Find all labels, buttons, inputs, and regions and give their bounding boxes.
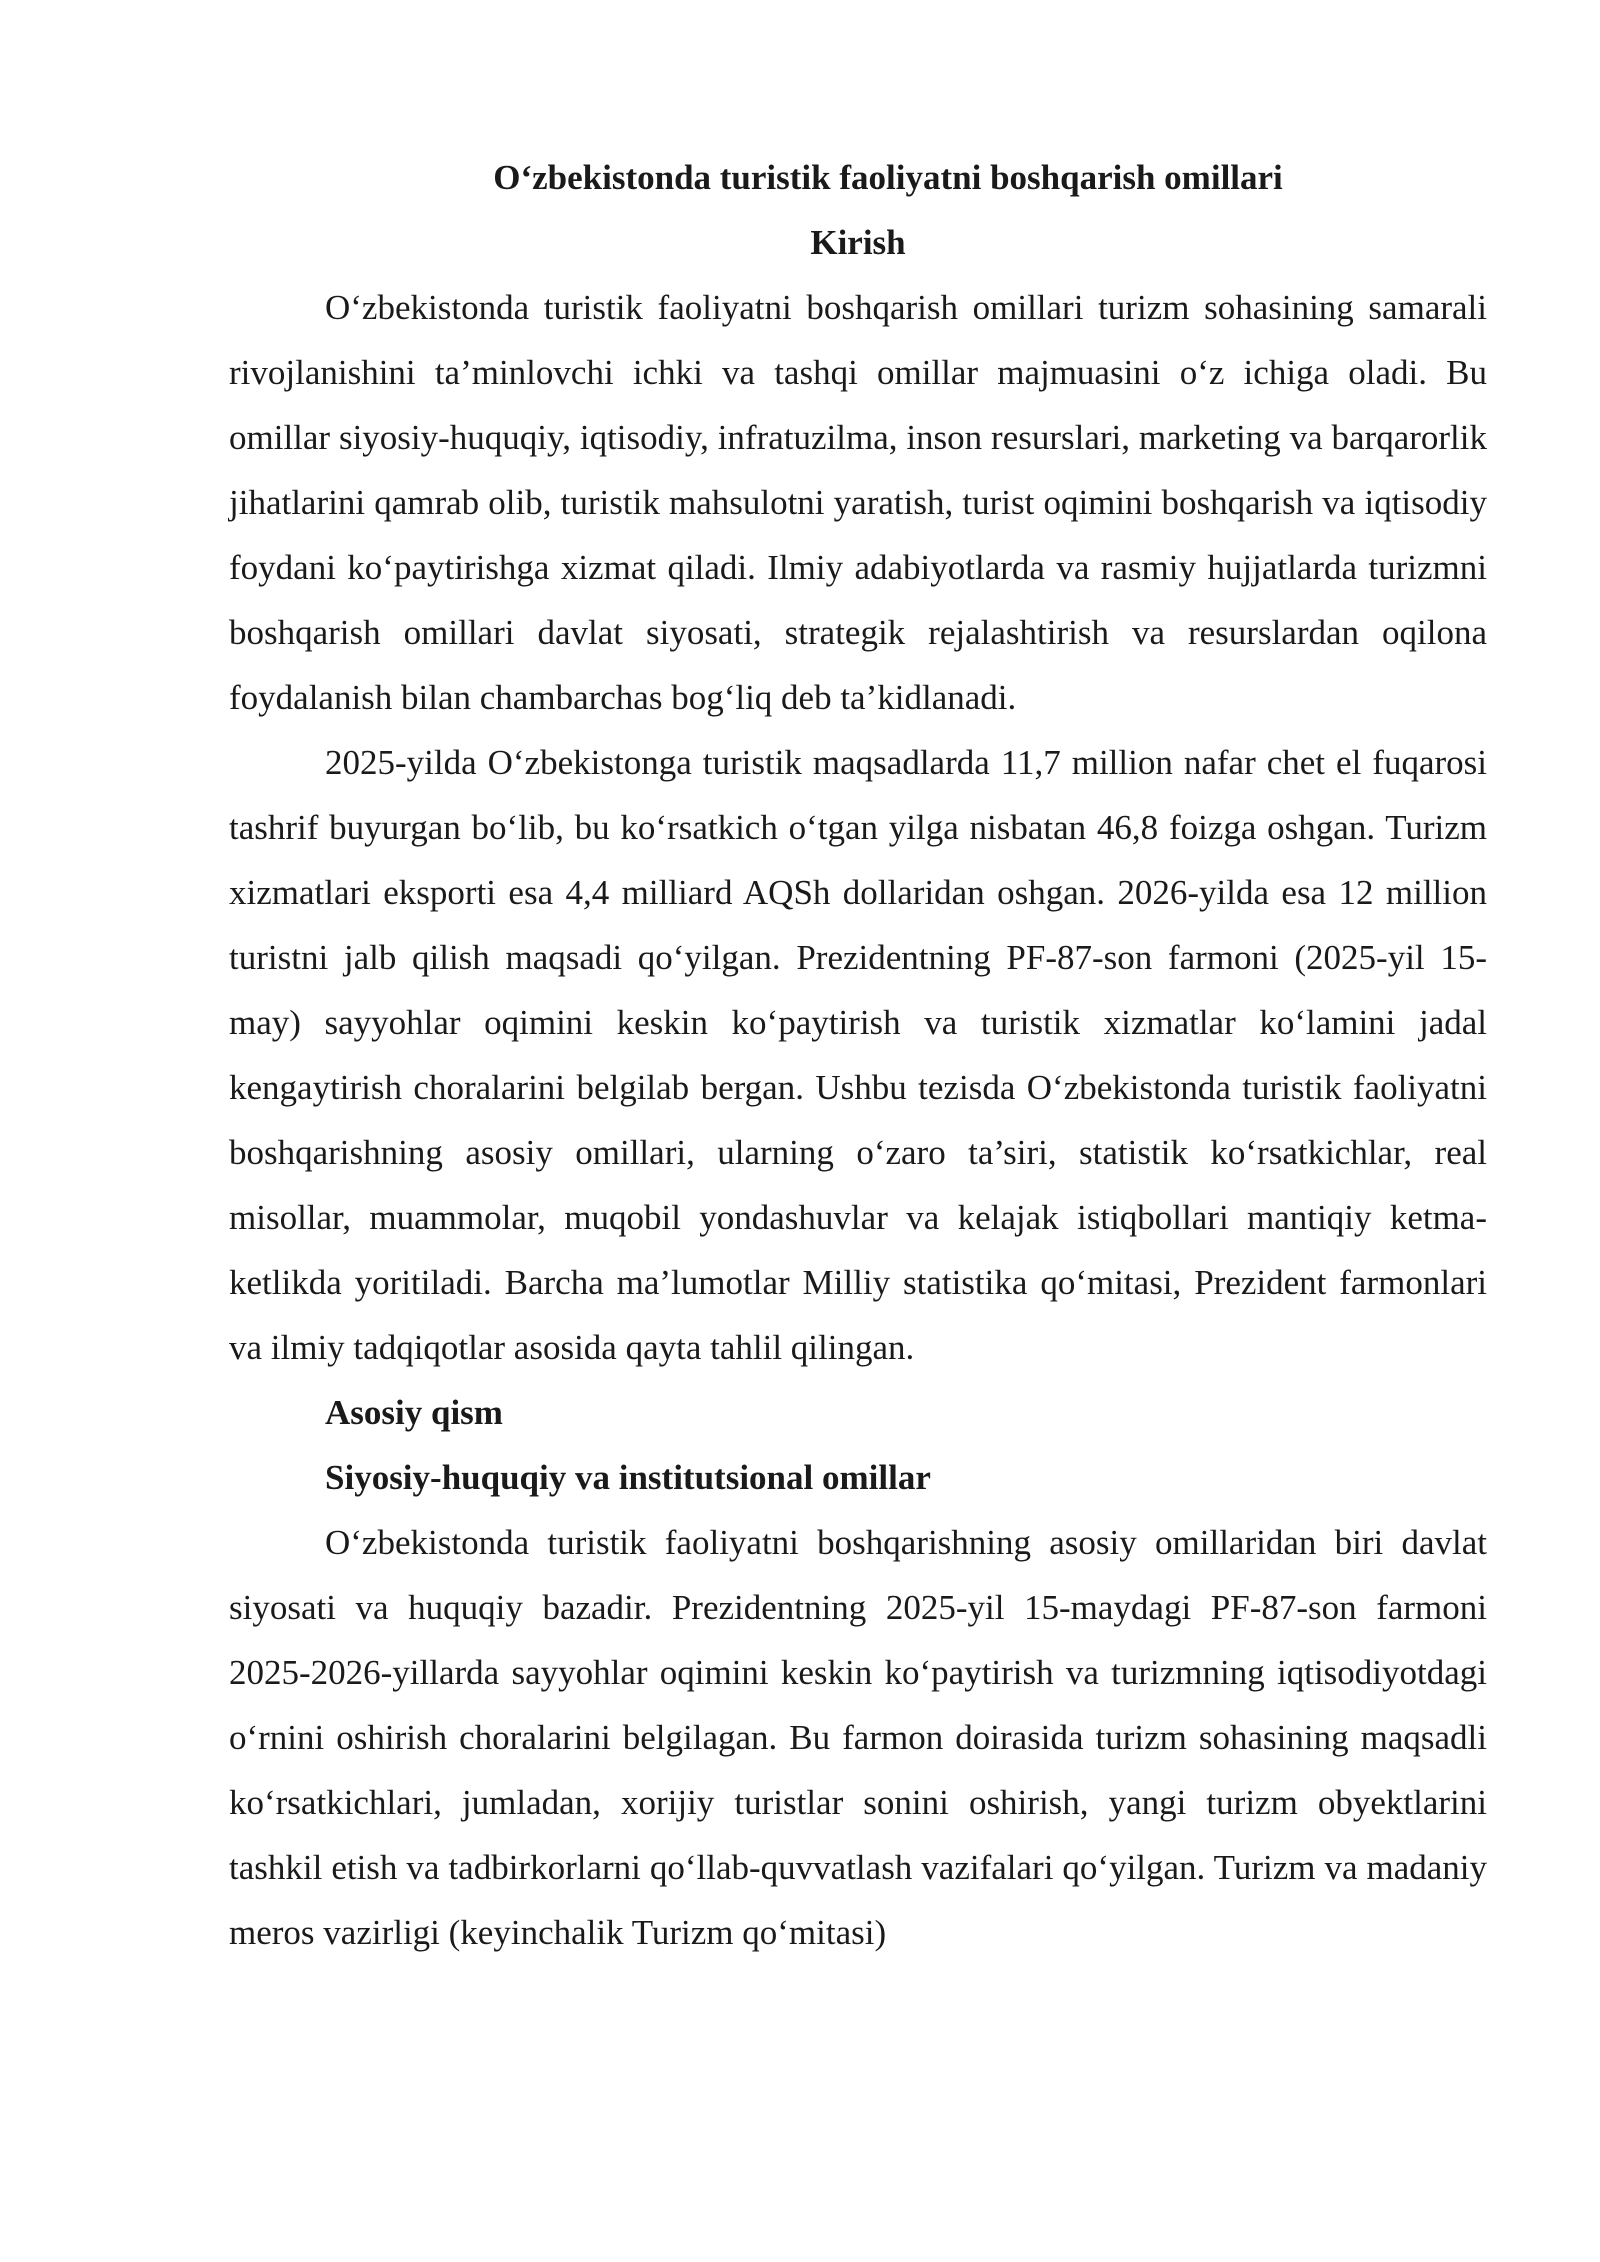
document-title: O‘zbekistonda turistik faoliyatni boshqarish omillari: [493, 158, 1283, 197]
paragraph-introduction-1: O‘zbekistonda turistik faoliyatni boshqarish omillari turizm sohasining samarali rivojlanishini ta’minlovchi ichki va tashqi omillar majmuasini o‘z ichiga oladi. Bu omillar siyosiy-huquqiy, iqtisodiy, infratuzilma, inson resurslari, marketing va barqarorlik jihatlarini qamrab olib, turistik mahsulotni yaratish, turist oqimini boshqarish va iqtisodiy foydani ko‘paytirishga xizmat qiladi. Ilmiy adabiyotlarda va rasmiy hujjatlarda turizmni boshqarish omillari davlat siyosati, strategik rejalashtirish va resurslardan oqilona foydalanish bilan chambarchas bog‘liq deb ta’kidlanadi.: [229, 288, 1487, 717]
section-heading-main: Asosiy qism: [325, 1393, 503, 1432]
paragraph-main-1: O‘zbekistonda turistik faoliyatni boshqarishning asosiy omillaridan biri davlat siyosati va huquqiy bazadir. Prezidentning 2025-yil 15-maydagi PF-87-son farmoni 2025-2026-yillarda sayyohlar oqimini keskin ko‘paytirish va turizmning iqtisodiyotdagi o‘rnini oshirish choralarini belgilagan. Bu farmon doirasida turizm sohasining maqsadli ko‘rsatkichlari, jumladan, xorijiy turistlar sonini oshirish, yangi turizm obyektlarini tashkil etish va tadbirkorlarni qo‘llab-quvvatlash vazifalari qo‘yilgan. Turizm va madaniy meros vazirligi (keyinchalik Turizm qo‘mitasi): [229, 1523, 1487, 1952]
section-heading-introduction: Kirish: [810, 223, 906, 262]
document-page: [229, 145, 1487, 1965]
subsection-heading-political-legal: Siyosiy-huquqiy va institutsional omillar: [325, 1458, 931, 1497]
paragraph-introduction-2: 2025-yilda O‘zbekistonga turistik maqsadlarda 11,7 million nafar chet el fuqarosi tashrif buyurgan bo‘lib, bu ko‘rsatkich o‘tgan yilga nisbatan 46,8 foizga oshgan. Turizm xizmatlari eksporti esa 4,4 milliard AQSh dollaridan oshgan. 2026-yilda esa 12 million turistni jalb qilish maqsadi qo‘yilgan. Prezidentning PF-87-son farmoni (2025-yil 15-may) sayyohlar oqimini keskin ko‘paytirish va turistik xizmatlar ko‘lamini jadal kengaytirish choralarini belgilab bergan. Ushbu tezisda O‘zbekistonda turistik faoliyatni boshqarishning asosiy omillari, ularning o‘zaro ta’siri, statistik ko‘rsatkichlar, real misollar, muammolar, muqobil yondashuvlar va kelajak istiqbollari mantiqiy ketma-ketlikda yoritiladi. Barcha ma’lumotlar Milliy statistika qo‘mitasi, Prezident farmonlari va ilmiy tadqiqotlar asosida qayta tahlil qilingan.: [229, 743, 1487, 1367]
